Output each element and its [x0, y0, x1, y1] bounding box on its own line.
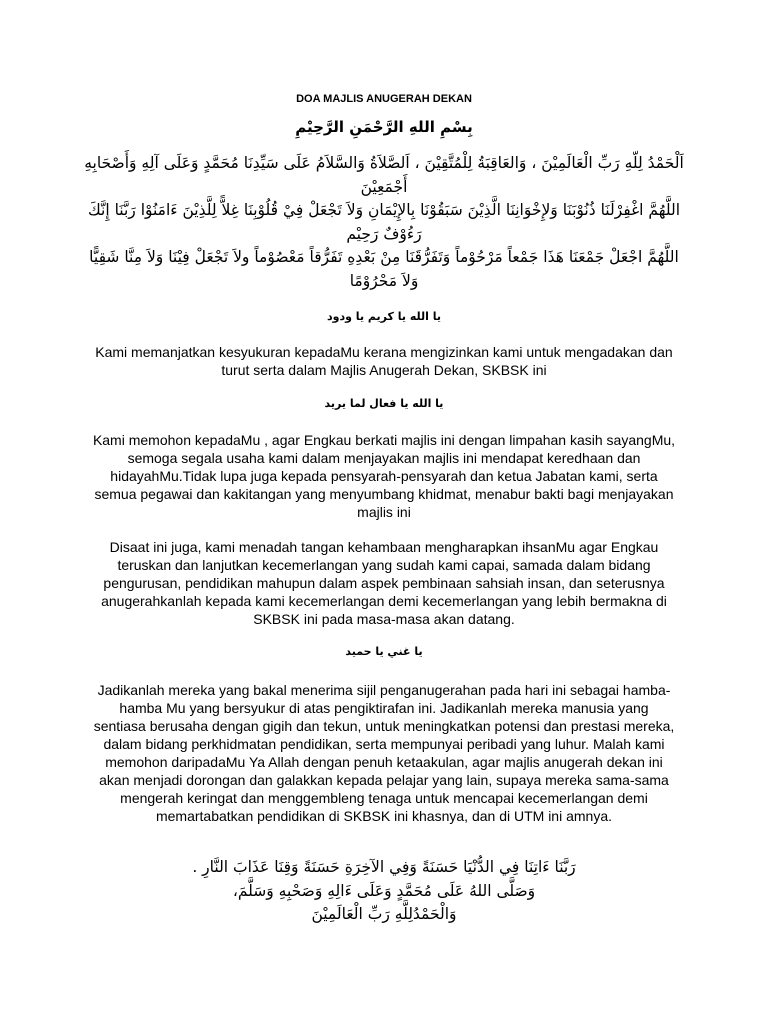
closing-arabic-prayer: [160, 856, 608, 927]
prayer-paragraph: Disaat ini juga, kami menadah tangan kehambaan mengharapkan ihsanMu agar Engkau teruskan dan lanjutkan kecemerlangan yang sudah kami capai, samada dalam bidang pengurusan, pendidikan mahupun dalam aspek pembinaan sahsiah insan, dan seterusnya anugerahkanlah kepada kami kecemerlangan demi kecemerlangan yang lebih bermakna di SKBSK ini pada masa-masa akan datang.: [101, 539, 667, 627]
opening-arabic-line: اللَّهُمَّ اجْعَلْ جَمْعَنَا هَذَا جَمْعاً مَرْحُوْماً وَتَفَرُّقَنَا مِنْ بَعْدِهِ تَفَرُّقاً مَعْصُوْماً ولاَ تَجْعَلْ فِيْنَا وَلاَ مِنَّا شَقِيًّا وَلاَ مَحْرُوْمًا: [89, 248, 679, 290]
closing-arabic-line: وَصَلَّى اللهُ عَلَى مُحَمَّدٍ وَعَلَى ءَالِهِ وَصَحْبِهِ وَسَلَّمَ،: [232, 881, 536, 900]
opening-arabic-line: اللَّهُمَّ اغْفِرْلَنَا ذُنُوْبَنَا وَلإِخْوَانِنَا الَّذِيْنَ سَبَقُوْنَا بِالإِيْمَانِ وَلاَ تَجْعَلْ فِيْ قُلُوْبِنَا غِلاًّ لِلَّذِيْنَ ءَامَنُوْا رَبَّنَا إِنَّكَ رَءُوْفٌ رَحِيْم: [87, 201, 681, 243]
document-title: DOA MAJLIS ANUGERAH DEKAN: [296, 93, 472, 105]
closing-arabic-line: رَبَّنَا ءَاتِنَا فِي الدُّنْيَا حَسَنَةً وَفِي الآخِرَةِ حَسَنَةً وَقِنَا عَذَابَ النَّارِ .: [192, 858, 576, 876]
opening-arabic-prayer: [80, 152, 688, 293]
closing-arabic-line: وَالْحَمْدُلِلَّهِ رَبِّ الْعَالَمِيْنَ: [311, 905, 457, 923]
prayer-paragraph: Kami memanjatkan kesyukuran kepadaMu kerana mengizinkan kami untuk mengadakan dan turut serta dalam Majlis Anugerah Dekan, SKBSK ini: [95, 344, 673, 378]
opening-arabic-line: اَلْحَمْدُ لِلّهِ رَبِّ الْعَالَمِيْنَ ، وَالعَاقِبَةُ لِلْمُتَّقِيْنَ ، اَلصَّلاَةُ وَالسَّلاَمُ عَلَى سَيِّدِنَا مُحَمَّدٍ وَعَلَى آلِهِ وَأَصْحَابِهِ أَجْمَعِيْنَ: [84, 154, 684, 196]
invocation-heading: يا الله يا فعال لما يريد: [324, 397, 444, 410]
invocation-heading: يا الله يا كريم يا ودود: [327, 310, 441, 323]
prayer-paragraph: Kami memohon kepadaMu , agar Engkau berkati majlis ini dengan limpahan kasih sayangMu, semoga segala usaha kami dalam menjayakan majlis ini mendapat keredhaan dan hidayahMu.Tidak lupa juga kepada pensyarah-pensyarah dan ketua Jabatan kami, serta semua pegawai dan kakitangan yang menyumbang khidmat, menabur bakti bagi menjayakan majlis ini: [92, 432, 676, 520]
invocation-heading: يا غني يا حميد: [345, 645, 423, 658]
prayer-paragraph: Jadikanlah mereka yang bakal menerima sijil penganugerahan pada hari ini sebagai hamba-hamba Mu yang bersyukur di atas pengiktirafan ini. Jadikanlah mereka manusia yang sentiasa berusaha dengan gigih dan tekun, untuk meningkatkan potensi dan prestasi mereka, dalam bidang perkhidmatan pendidikan, serta mempunyai peribadi yang luhur. Malah kami memohon daripadaMu Ya Allah dengan penuh ketaakulan, agar majlis anugerah dekan ini akan menjadi dorongan dan galakkan kepada pelajar yang lain, supaya mereka sama-sama mengerah keringat dan menggembleng tenaga untuk mencapai kecemerlangan demi memartabatkan pendidikan di SKBSK ini khasnya, dan di UTM ini amnya.: [93, 682, 675, 824]
bismillah: بِسْمِ اللهِ الرَّحْمَنِ الرَّحِيْمِ: [295, 118, 473, 136]
